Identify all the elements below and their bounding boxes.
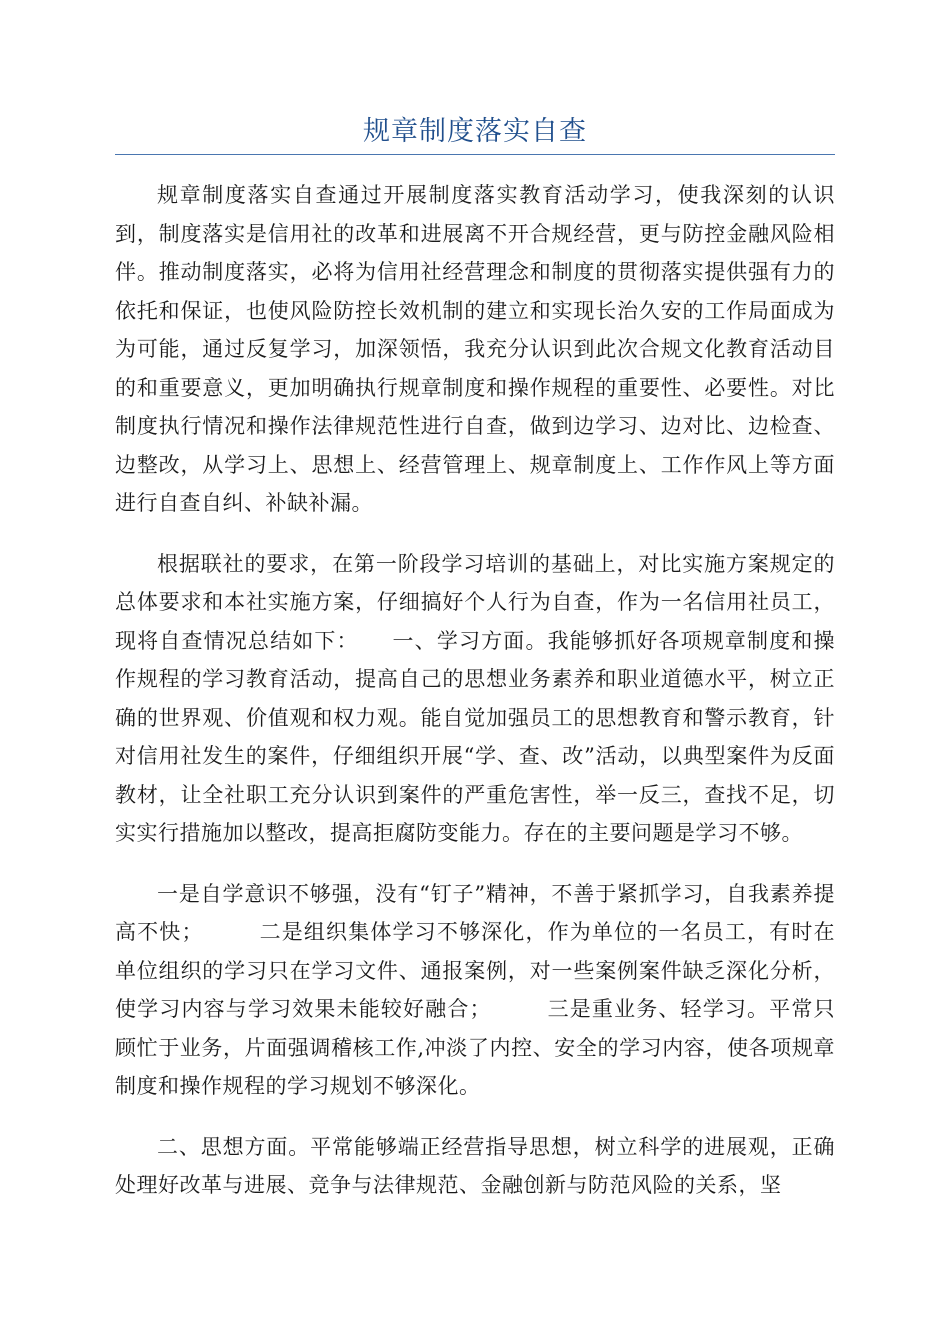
title-underline xyxy=(115,154,835,155)
paragraph-4: 二、思想方面。平常能够端正经营指导思想，树立科学的进展观，正确处理好改革与进展、竞争与法律规范、金融创新与防范风险的关系，坚 xyxy=(115,1134,835,1197)
paragraph-3: 一是自学意识不够强，没有“钉子”精神，不善于紧抓学习，自我素养提高不快； 二是组织集体学习不够深化，作为单位的一名员工，有时在单位组织的学习只在学习文件、通报案例，对一些案例案件缺乏深化分析，使学习内容与学习效果未能较好融合； 三是重业务、轻学习。平常只顾忙于业务，片面强调稽核工作,冲淡了内控、安全的学习内容，使各项规章制度和操作规程的学习规划不够深化。 xyxy=(115,881,835,1098)
paragraph-2: 根据联社的要求，在第一阶段学习培训的基础上，对比实施方案规定的总体要求和本社实施方案，仔细搞好个人行为自查，作为一名信用社员工，现将自查情况总结如下： 一、学习方面。我能够抓好各项规章制度和操作规程的学习教育活动，提高自己的思想业务素养和职业道德水平，树立正确的世界观、价值观和权力观。能自觉加强员工的思想教育和警示教育，针对信用社发生的案件，仔细组织开展“学、查、改”活动，以典型案件为反面教材，让全社职工充分认识到案件的严重危害性，举一反三，查找不足，切实实行措施加以整改，提高拒腐防变能力。存在的主要问题是学习不够。 xyxy=(115,551,835,845)
page-title: 规章制度落实自查 xyxy=(363,116,587,147)
paragraph-1: 规章制度落实自查通过开展制度落实教育活动学习，使我深刻的认识到，制度落实是信用社的改革和进展离不开合规经营，更与防控金融风险相伴。推动制度落实，必将为信用社经营理念和制度的贯彻落实提供强有力的依托和保证，也使风险防控长效机制的建立和实现长治久安的工作局面成为为可能，通过反复学习，加深领悟，我充分认识到此次合规文化教育活动目的和重要意义，更加明确执行规章制度和操作规程的重要性、必要性。对比制度执行情况和操作法律规范性进行自查，做到边学习、边对比、边检查、边整改，从学习上、思想上、经营管理上、规章制度上、工作作风上等方面进行自查自纠、补缺补漏。 xyxy=(115,183,835,515)
document-body xyxy=(115,176,835,1227)
